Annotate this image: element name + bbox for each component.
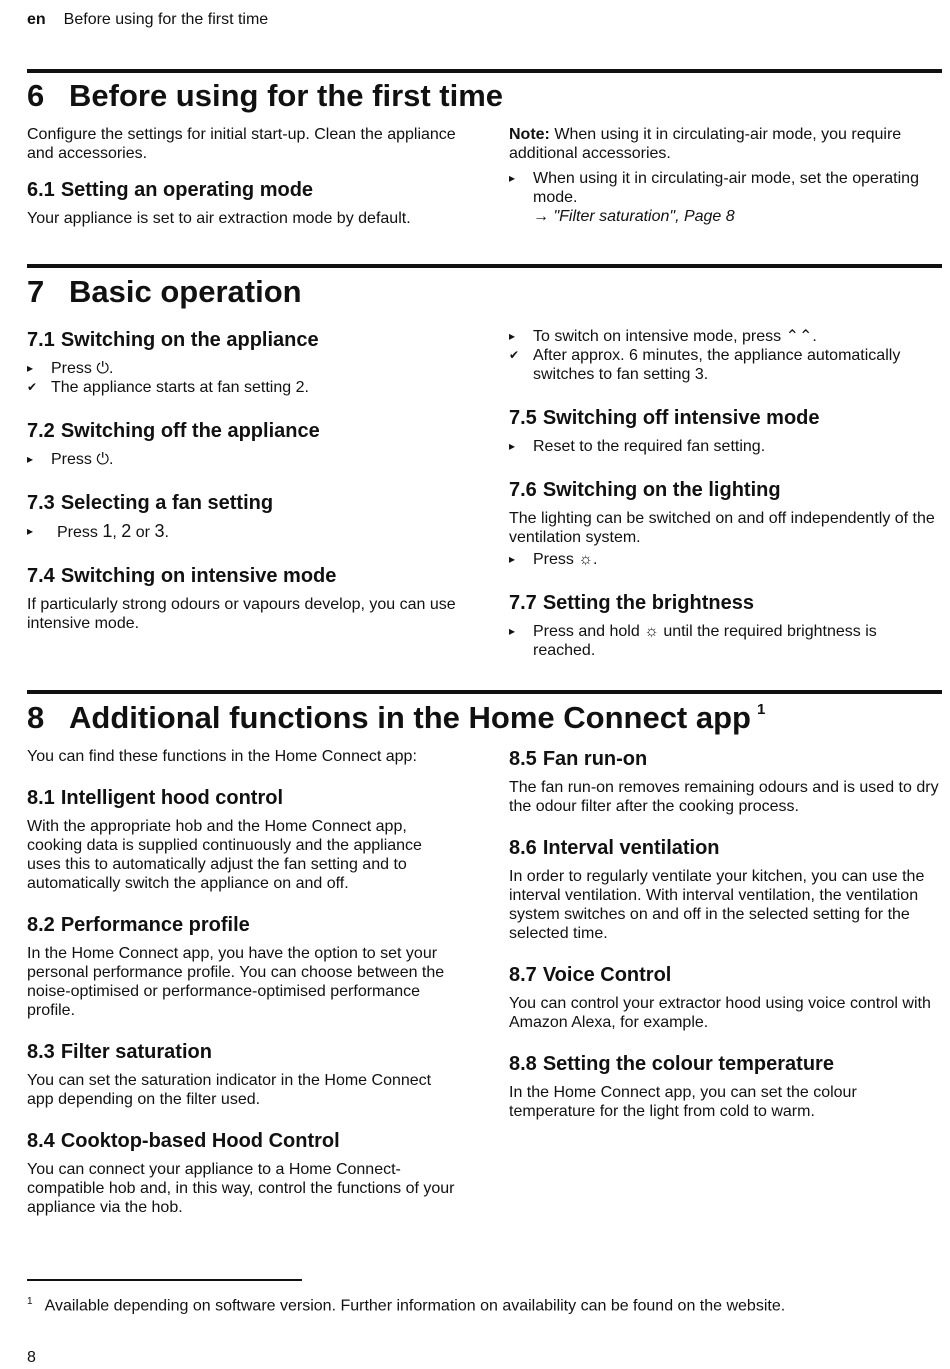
step-item: ▸ Press ☼. — [509, 551, 598, 568]
section-rule — [27, 264, 942, 268]
section-8-right-column — [509, 747, 939, 1121]
section-6-1-heading: 6.1 Setting an operating mode — [27, 179, 314, 201]
step-item: ▸ Reset to the required fan setting. — [509, 438, 766, 455]
section-8-4-heading: 8.4 Cooktop-based Hood Control — [27, 1130, 340, 1152]
fan-setting-1-key: 1 — [102, 521, 113, 541]
section-rule — [27, 690, 942, 694]
section-7-1-heading: 7.1 Switching on the appliance — [27, 329, 319, 351]
footnote-reference: 1 — [757, 701, 766, 718]
arrow-marker-icon: ▸ — [509, 439, 516, 453]
intensive-mode-icon: ⌃⌃ — [785, 328, 813, 345]
section-7-4-heading: 7.4 Switching on intensive mode — [27, 565, 337, 587]
step-item: ▸ When using it in circulating-air mode, set the operating mode. → "Filter saturation", Page 8 — [509, 170, 919, 225]
light-icon: ☼ — [578, 551, 594, 568]
step-item: ▸ Press ⏻. — [27, 451, 114, 468]
section-8-3-heading: 8.3 Filter saturation — [27, 1041, 212, 1063]
section-7-right-column — [509, 327, 939, 660]
section-8-6-text: In order to regularly ventilate your kitchen, you can use the interval ventilation. With interval ventilation, the ventilation system switches on and off in the selected setting for the selected time. — [509, 868, 925, 942]
page-number: 8 — [27, 1349, 36, 1366]
section-6-intro: Configure the settings for initial start-up. Clean the appliance and accessories. — [27, 126, 456, 162]
section-8-2-text: In the Home Connect app, you have the option to set your personal performance profile. You can choose between the noise-optimised or performance-optimised performance profile. — [27, 945, 445, 1019]
section-7-4-text: If particularly strong odours or vapours develop, you can use intensive mode. — [27, 596, 456, 632]
note — [509, 125, 939, 163]
section-6-right-column — [509, 125, 939, 226]
section-8-1-heading: 8.1 Intelligent hood control — [27, 787, 284, 809]
cross-reference: → "Filter saturation", Page 8 — [533, 208, 735, 225]
step-item: ▸ To switch on intensive mode, press ⌃⌃. — [509, 328, 817, 345]
section-8-7-heading: 8.7 Voice Control — [509, 964, 672, 986]
section-8-5-heading: 8.5 Fan run-on — [509, 748, 648, 770]
section-7-6-text: The lighting can be switched on and off independently of the ventilation system. — [509, 510, 935, 546]
section-7-7-heading: 7.7 Setting the brightness — [509, 592, 754, 614]
section-7-5-heading: 7.5 Switching off intensive mode — [509, 407, 820, 429]
section-6-left-column — [27, 125, 457, 228]
arrow-marker-icon: ▸ — [27, 524, 34, 538]
note-text: When using it in circulating-air mode, you require additional accessories. — [509, 126, 902, 162]
section-7-3-heading: 7.3 Selecting a fan setting — [27, 492, 274, 514]
section-8-intro: You can find these functions in the Home Connect app: — [27, 748, 417, 765]
arrow-marker-icon: ▸ — [509, 624, 516, 638]
arrow-marker-icon: ▸ — [509, 552, 516, 566]
power-icon: ⏻ — [96, 360, 110, 377]
section-7-heading: 7 Basic operation — [27, 274, 302, 309]
section-7-left-column — [27, 328, 457, 633]
section-8-left-column — [27, 747, 457, 1217]
light-icon: ☼ — [644, 623, 659, 640]
language-code: en — [27, 11, 46, 28]
footnote-text: Available depending on software version. Further information on availability can be found on the website. — [44, 1297, 786, 1315]
section-8-8-heading: 8.8 Setting the colour temperature — [509, 1053, 834, 1075]
checkmark-icon: ✔ — [27, 380, 38, 394]
section-8-8-text: In the Home Connect app, you can set the colour temperature for the light from cold to warm. — [509, 1084, 857, 1120]
fan-setting-2-key: 2 — [121, 521, 132, 541]
section-8-4-text: You can connect your appliance to a Home Connect-compatible hob and, in this way, control the functions of your appliance via the hob. — [27, 1161, 455, 1216]
footnote-rule — [27, 1279, 302, 1281]
arrow-marker-icon: ▸ — [27, 361, 34, 375]
section-7-6-heading: 7.6 Switching on the lighting — [509, 479, 781, 501]
section-6-1-text: Your appliance is set to air extraction mode by default. — [27, 210, 411, 227]
fan-setting-3-key: 3 — [154, 521, 165, 541]
section-8-6-heading: 8.6 Interval ventilation — [509, 837, 720, 859]
note-label: Note: — [509, 126, 550, 143]
section-8-3-text: You can set the saturation indicator in the Home Connect app depending on the filter used. — [27, 1072, 432, 1108]
checkmark-icon: ✔ — [509, 348, 520, 362]
arrow-marker-icon: ▸ — [27, 452, 34, 466]
section-7-2-heading: 7.2 Switching off the appliance — [27, 420, 320, 442]
section-8-7-text: You can control your extractor hood using voice control with Amazon Alexa, for example. — [509, 995, 931, 1031]
section-rule — [27, 69, 942, 73]
section-8-5-text: The fan run-on removes remaining odours and is used to dry the odour filter after the cooking process. — [509, 779, 939, 815]
step-item: ▸ Press and hold ☼ until the required brightness is reached. — [509, 623, 877, 659]
step-item: ▸ Press ⏻. — [27, 360, 114, 377]
section-8-heading: 8 Additional functions in the Home Connect app $^1$ — [27, 700, 766, 735]
section-6-heading: 6 Before using for the first time — [27, 78, 504, 113]
result-item: ✔ The appliance starts at fan setting 2. — [27, 379, 309, 396]
arrow-marker-icon: ▸ — [509, 329, 516, 343]
arrow-marker-icon: ▸ — [509, 171, 516, 185]
step-item: ▸ Press 1, 2 or 3. — [27, 521, 169, 541]
footnote — [27, 1296, 785, 1315]
section-8-2-heading: 8.2 Performance profile — [27, 914, 250, 936]
running-header-title: Before using for the first time — [63, 11, 269, 28]
result-item: ✔ After approx. 6 minutes, the appliance automatically switches to fan setting 3. — [509, 347, 901, 383]
footnote-mark: 1 — [27, 1296, 33, 1307]
power-icon: ⏻ — [96, 451, 110, 468]
section-8-1-text: With the appropriate hob and the Home Connect app, cooking data is supplied continuously and the appliance uses this to automatically adjust the fan setting and to automatically switch the appliance on and off. — [27, 818, 422, 892]
running-header — [27, 11, 268, 29]
